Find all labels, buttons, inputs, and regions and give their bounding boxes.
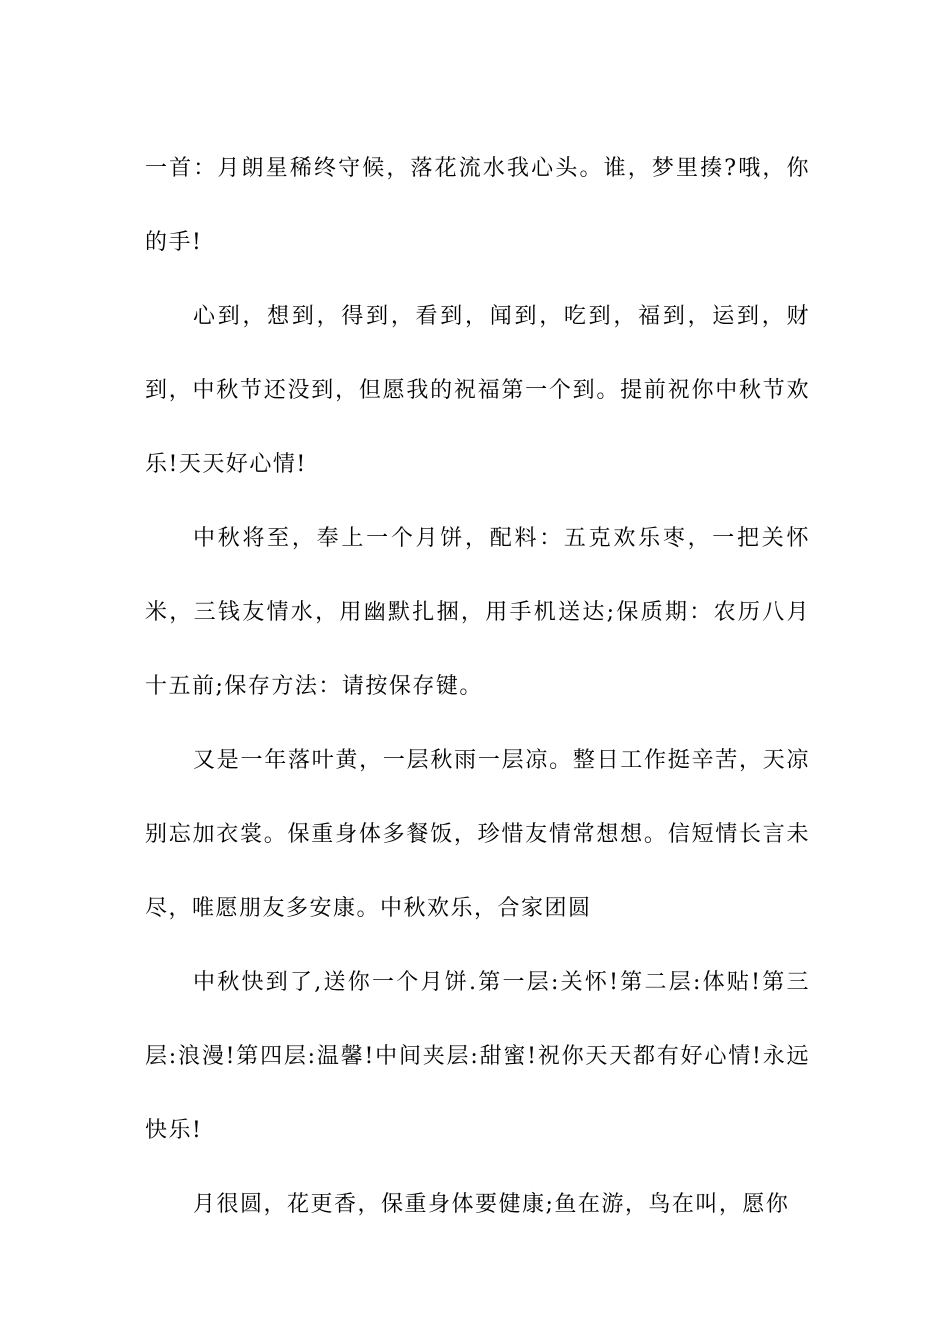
paragraph-2: 心到，想到，得到，看到，闻到，吃到，福到，运到，财到，中秋节还没到，但愿我的祝福第一个到。提前祝你中秋节欢乐!天天好心情! bbox=[145, 304, 810, 477]
paragraph-1: 一首：月朗星稀终守候，落花流水我心头。谁，梦里揍?哦，你的手! bbox=[145, 156, 810, 255]
paragraph-3: 中秋将至，奉上一个月饼，配料：五克欢乐枣，一把关怀米，三钱友情水，用幽默扎捆，用手机送达;保质期：农历八月十五前;保存方法：请按保存键。 bbox=[145, 526, 810, 699]
document-body bbox=[145, 132, 810, 1242]
paragraph-5: 中秋快到了,送你一个月饼.第一层:关怀!第二层:体贴!第三层:浪漫!第四层:温馨!中间夹层:甜蜜!祝你天天都有好心情!永远快乐! bbox=[145, 970, 810, 1143]
paragraph-4: 又是一年落叶黄，一层秋雨一层凉。整日工作挺辛苦，天凉别忘加衣裳。保重身体多餐饭，珍惜友情常想想。信短情长言未尽，唯愿朋友多安康。中秋欢乐，合家团圆 bbox=[145, 748, 810, 921]
paragraph-6: 月很圆，花更香，保重身体要健康;鱼在游，鸟在叫，愿你 bbox=[193, 1192, 790, 1217]
